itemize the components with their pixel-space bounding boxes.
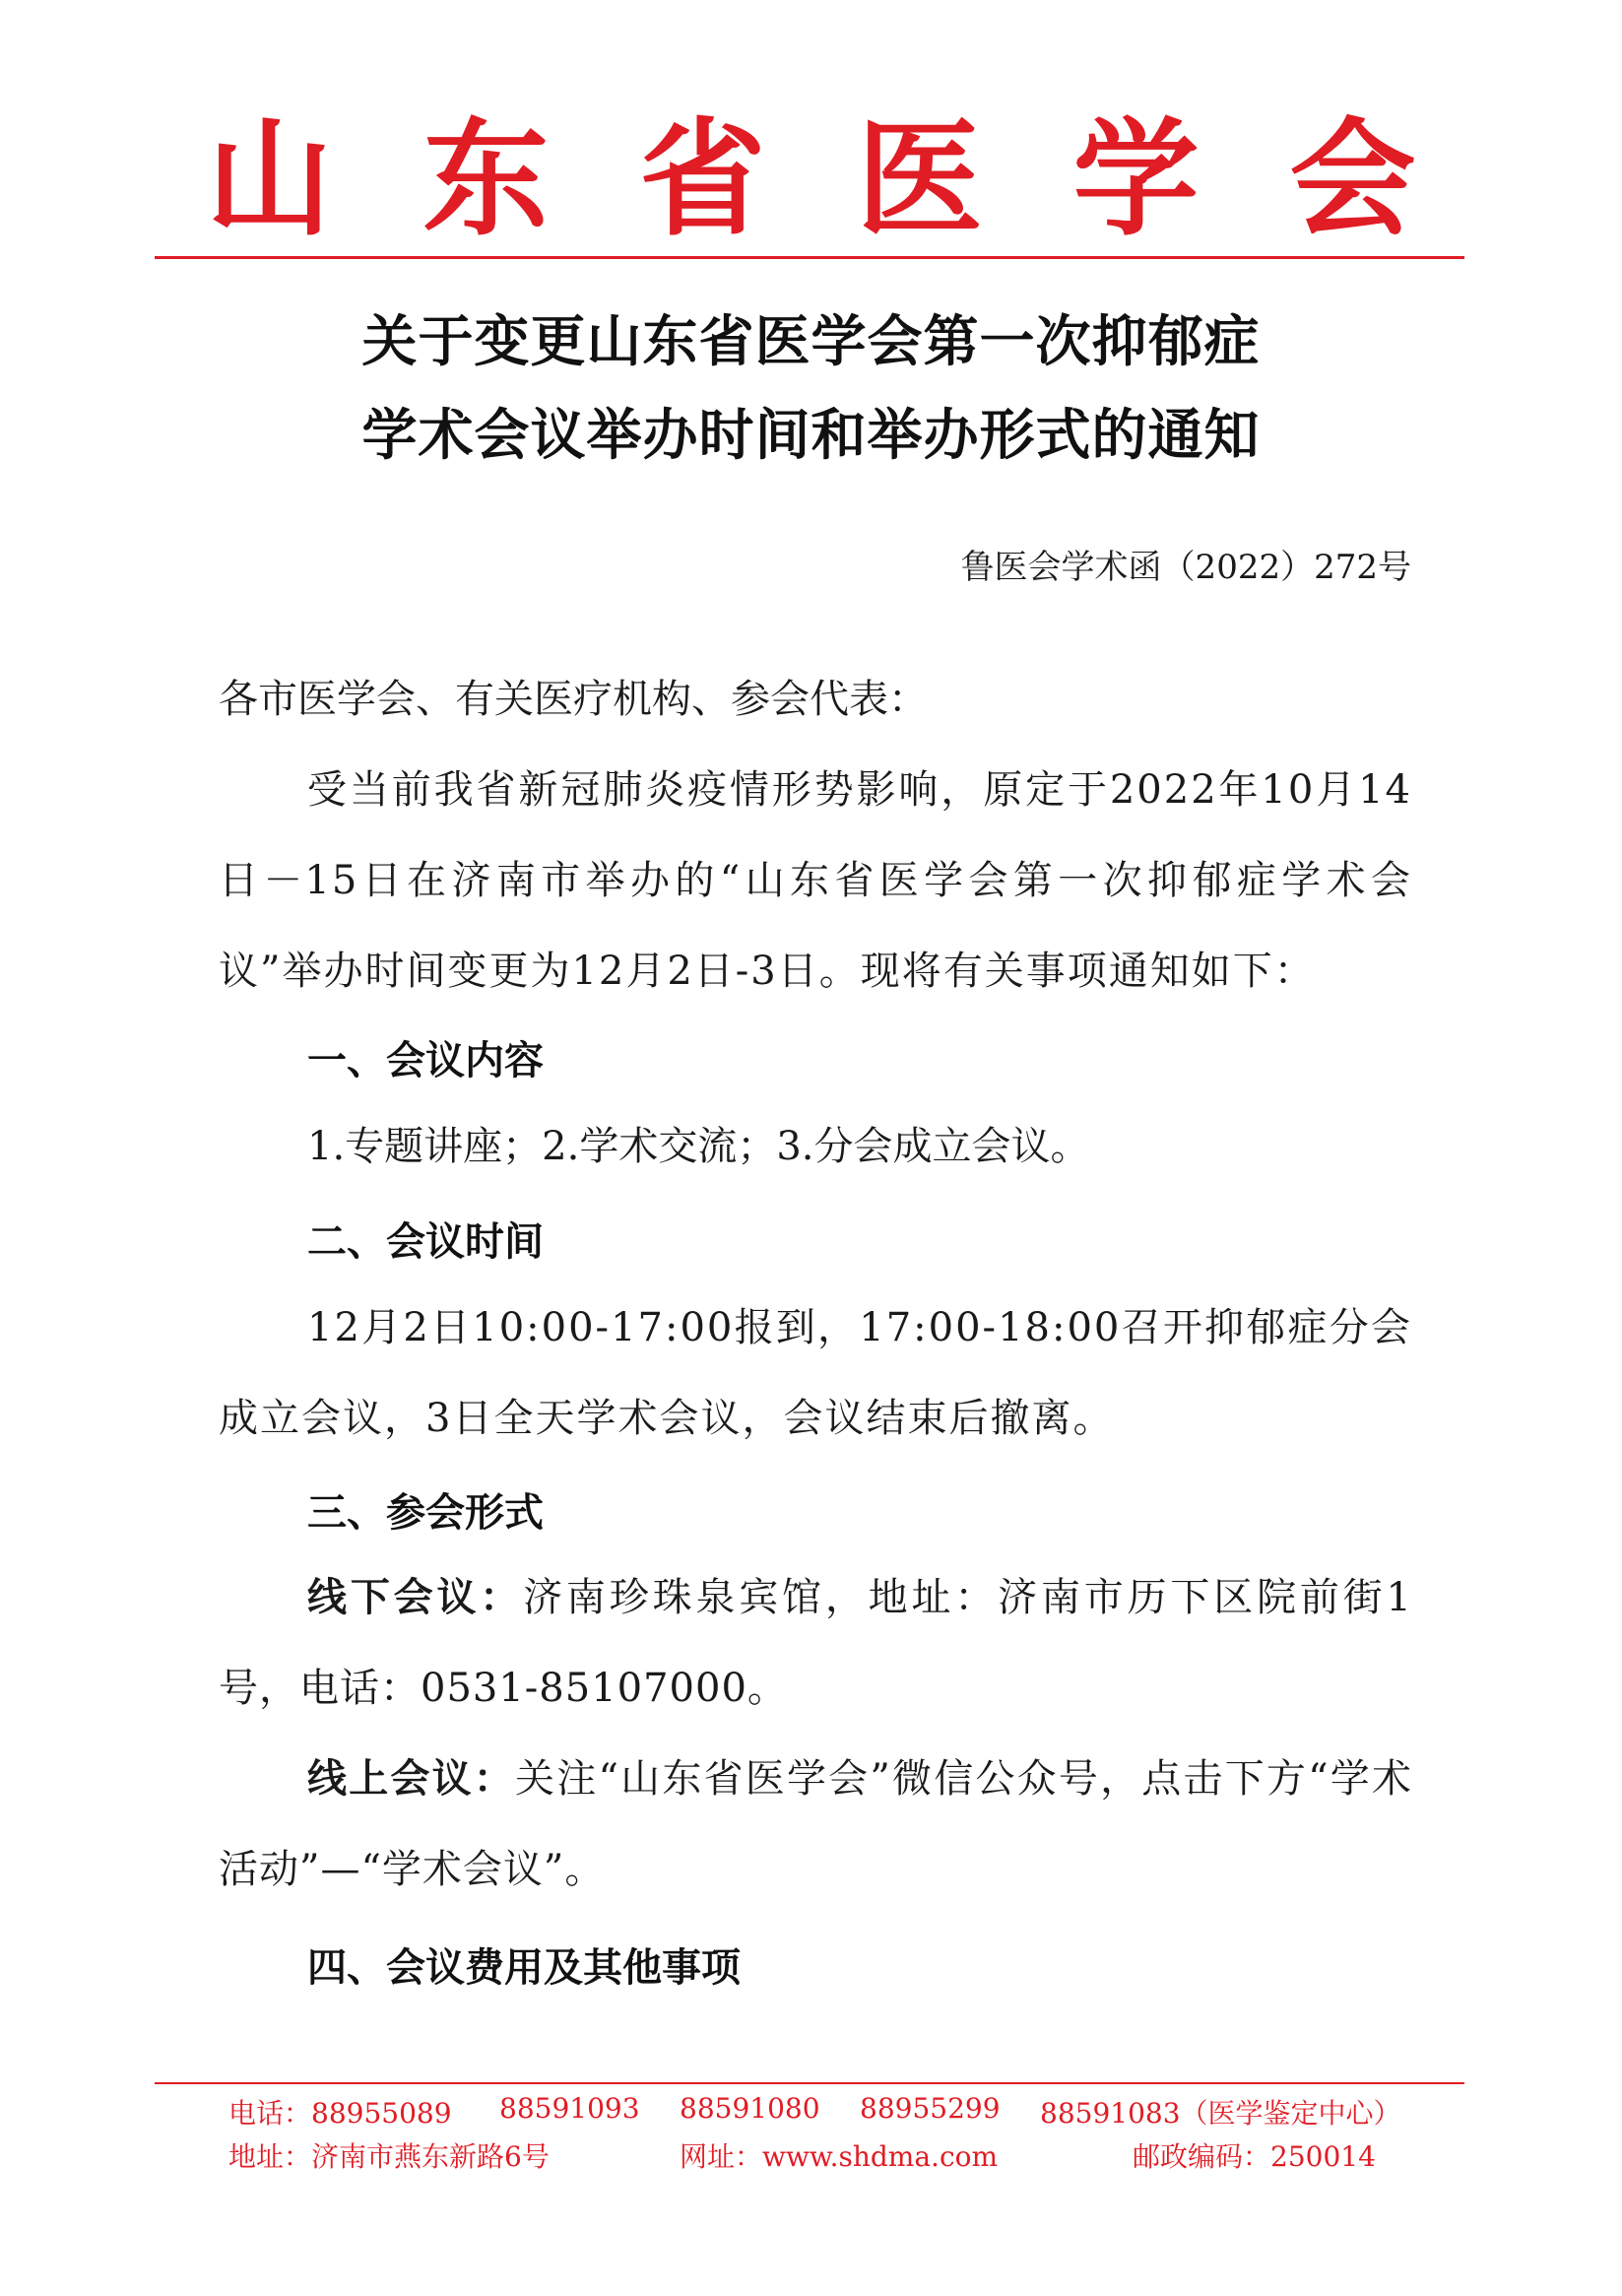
letterhead-divider <box>155 256 1464 259</box>
offline-meeting-text: 济南珍珠泉宾馆，地址：济南市历下区院前街1号，电话：0531-85107000。 <box>219 1575 1412 1711</box>
online-meeting-label: 线上会议： <box>307 1756 516 1802</box>
document-title-line-1: 关于变更山东省医学会第一次抑郁症 <box>361 310 1261 374</box>
footer-phone-3: 88591080 <box>680 2092 820 2125</box>
offline-meeting-paragraph <box>219 1552 1412 1734</box>
footer-postcode: 邮政编码：250014 <box>1133 2140 1376 2173</box>
section-content-items: 1.专题讲座；2.学术交流；3.分会成立会议。 <box>307 1124 1090 1169</box>
footer-divider <box>155 2082 1464 2084</box>
section-heading-format: 三、参会形式 <box>307 1490 544 1536</box>
footer-phone-1: 电话：88955089 <box>228 2097 452 2130</box>
section-heading-time: 二、会议时间 <box>307 1219 544 1265</box>
section-heading-content: 一、会议内容 <box>307 1038 544 1083</box>
section-heading-fees: 四、会议费用及其他事项 <box>307 1945 741 1991</box>
footer-address: 地址：济南市燕东新路6号 <box>228 2140 550 2173</box>
section-time-text: 12月2日10:00-17:00报到，17:00-18:00召开抑郁症分会成立会议，3日全天学术会议，会议结束后撤离。 <box>219 1305 1412 1441</box>
intro-paragraph: 受当前我省新冠肺炎疫情形势影响，原定于2022年10月14日－15日在济南市举办的“山东省医学会第一次抑郁症学术会议”举办时间变更为12月2日-3日。现将有关事项通知如下： <box>219 767 1412 994</box>
footer-phone-4: 88955299 <box>860 2092 1001 2125</box>
footer-phone-2: 88591093 <box>499 2092 640 2125</box>
footer-phone-5: 88591083（医学鉴定中心） <box>1040 2097 1401 2130</box>
online-meeting-paragraph <box>219 1734 1412 1915</box>
footer-website[interactable]: 网址：www.shdma.com <box>680 2140 999 2173</box>
document-title-line-2: 学术会议举办时间和举办形式的通知 <box>361 404 1261 468</box>
online-meeting-text: 关注“山东省医学会”微信公众号，点击下方“学术活动”—“学术会议”。 <box>219 1756 1412 1892</box>
addressee: 各市医学会、有关医疗机构、参会代表： <box>219 677 928 722</box>
offline-meeting-label: 线下会议： <box>307 1575 524 1620</box>
document-number: 鲁医会学术函（2022）272号 <box>960 548 1411 587</box>
letterhead-org-name: 山东省医学会 <box>206 105 1507 253</box>
